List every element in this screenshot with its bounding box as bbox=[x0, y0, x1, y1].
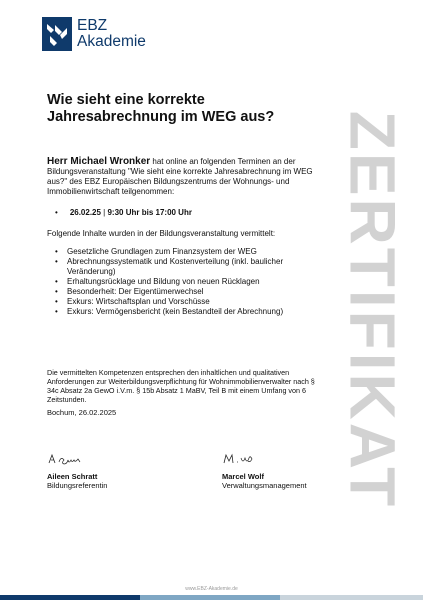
intro-paragraph bbox=[47, 157, 317, 197]
ebz-logo-mark-icon bbox=[42, 17, 72, 51]
stripe-mid bbox=[140, 595, 280, 600]
signatory-name: Marcel Wolf bbox=[222, 472, 264, 481]
list-item: • Besonderheit: Der Eigentümerwechsel bbox=[55, 287, 320, 297]
list-item: • Gesetzliche Grundlagen zum Finanzsystem der WEG bbox=[55, 247, 320, 257]
signature-block-right bbox=[222, 450, 307, 490]
date-list bbox=[55, 208, 192, 218]
inhalte-list bbox=[55, 247, 320, 317]
ebz-logo bbox=[42, 17, 146, 51]
signature-block-left bbox=[47, 450, 107, 490]
signature-image-right bbox=[222, 450, 262, 466]
watermark-text: ZERTIFIKAT bbox=[336, 110, 408, 510]
list-item: • Exkurs: Vermögensbericht (kein Bestandteil der Abrechnung) bbox=[55, 307, 320, 317]
place-date: Bochum, 26.02.2025 bbox=[47, 408, 117, 417]
stripe-dark bbox=[0, 595, 140, 600]
intro-text: hat online an folgenden Terminen an der Bildungsveranstaltung "Wie sieht eine korrekte Jahresabrechnung im WEG aus?" des EBZ Europäischen Bildungszentrums der Wohnungs- und Immobilienwirtschaft teilgenommen: bbox=[47, 157, 313, 196]
signatory-role: Bildungsreferentin bbox=[47, 481, 108, 490]
signatory-role: Verwaltungsmanagement bbox=[222, 481, 307, 490]
logo-line1: EBZ bbox=[77, 17, 108, 34]
list-item: • Exkurs: Wirtschaftsplan und Vorschüsse bbox=[55, 297, 320, 307]
list-item: • Abrechnungssystematik und Kostenverteilung (inkl. baulicher Veränderung) bbox=[55, 257, 320, 277]
inhalte-intro: Folgende Inhalte wurden in der Bildungsveranstaltung vermittelt: bbox=[47, 229, 276, 238]
kompetenz-paragraph: Die vermittelten Kompetenzen entsprechen den inhaltlichen und qualitativen Anforderungen zur Weiterbildungsverpflichtung für Wohnimmobilienverwalter nach § 34c Absatz 2a GewO i.V.m. § 15b Absatz 1 MaBV, Teil B mit einem Umfang von 6 Zeitstunden. bbox=[47, 368, 315, 404]
date-value: 26.02.25 bbox=[69, 208, 101, 217]
list-item: • Erhaltungsrücklage und Bildung von neuen Rücklagen bbox=[55, 277, 320, 287]
watermark-zertifikat bbox=[336, 110, 408, 510]
certificate-title: Wie sieht eine korrekte Jahresabrechnung im WEG aus? bbox=[47, 92, 275, 125]
participant-name: Herr Michael Wronker bbox=[47, 156, 151, 167]
stripe-light bbox=[280, 595, 423, 600]
bullet-icon: • bbox=[55, 208, 58, 217]
footer-stripe bbox=[0, 595, 423, 600]
time-value: 9:30 Uhr bis 17:00 Uhr bbox=[107, 208, 192, 217]
signature-image-left bbox=[47, 450, 87, 466]
signatory-name: Aileen Schratt bbox=[47, 472, 98, 481]
date-item bbox=[55, 208, 192, 218]
logo-line2: Akademie bbox=[77, 33, 146, 50]
date-separator: | bbox=[100, 208, 108, 217]
footer-url: www.EBZ-Akademie.de bbox=[185, 586, 238, 592]
